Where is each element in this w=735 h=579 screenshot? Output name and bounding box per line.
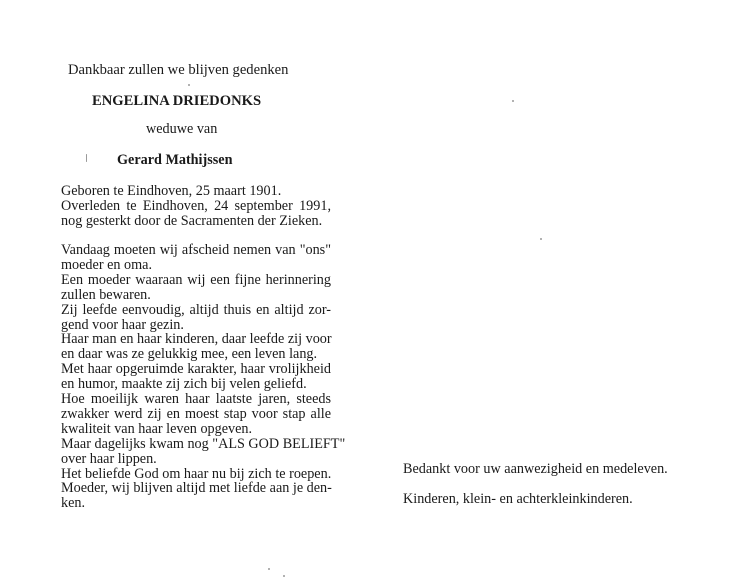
- poem-line: zullen bewaren.: [61, 286, 151, 303]
- death-line: Overleden te Eindhoven, 24 september 1991,: [61, 198, 331, 214]
- birth-line: Geboren te Eindhoven, 25 maart 1901.: [61, 183, 282, 199]
- intro-line: Dankbaar zullen we blijven gedenken: [68, 62, 289, 78]
- scan-speck: [86, 154, 87, 162]
- poem-line: Hoe moeilijk waren haar laatste jaren, steeds: [61, 391, 331, 407]
- poem-line: Zij leefde eenvoudig, altijd thuis en altijd zor-: [61, 301, 331, 318]
- poem-line: Een moeder waaraan wij een fijne herinnering: [61, 271, 331, 288]
- poem-line: Maar dagelijks kwam nog "ALS GOD BELIEFT": [61, 435, 346, 452]
- deceased-name: ENGELINA DRIEDONKS: [92, 93, 262, 109]
- poem-line: Met haar opgeruimde karakter, haar vrolijkheid: [61, 361, 331, 378]
- poem-line: ken.: [61, 495, 86, 512]
- poem-line: Het beliefde God om haar nu bij zich te roepen.: [61, 465, 332, 482]
- poem-line: zwakker werd zij en moest stap voor stap alle: [61, 405, 331, 422]
- poem-line: over haar lippen.: [61, 450, 157, 467]
- family-line: Kinderen, klein- en achterkleinkinderen.: [403, 491, 633, 507]
- thanks-line: Bedankt voor uw aanwezigheid en medeleven.: [403, 461, 668, 477]
- poem-line: Haar man en haar kinderen, daar leefde zij voor: [61, 331, 332, 348]
- poem-line: en daar was ze gelukkig mee, een leven lang.: [61, 346, 318, 363]
- relation-line: weduwe van: [146, 121, 218, 137]
- poem-line: gend voor haar gezin.: [61, 316, 184, 333]
- poem-line: kwaliteit van haar leven opgeven.: [61, 420, 253, 437]
- spouse-name: Gerard Mathijssen: [117, 152, 233, 168]
- poem-line: Moeder, wij blijven altijd met liefde aan je den-: [61, 480, 332, 497]
- scan-speck: [283, 575, 285, 577]
- poem-line: moeder en oma.: [61, 256, 152, 273]
- poem-line: Vandaag moeten wij afscheid nemen van "ons": [61, 242, 331, 258]
- scan-speck: [268, 568, 270, 570]
- scan-speck: [512, 100, 514, 102]
- poem-line: en humor, maakte zij zich bij velen geliefd.: [61, 376, 307, 393]
- sacraments-line: nog gesterkt door de Sacramenten der Zieken.: [61, 213, 323, 229]
- scan-speck: [540, 238, 542, 240]
- scan-speck: [188, 84, 190, 86]
